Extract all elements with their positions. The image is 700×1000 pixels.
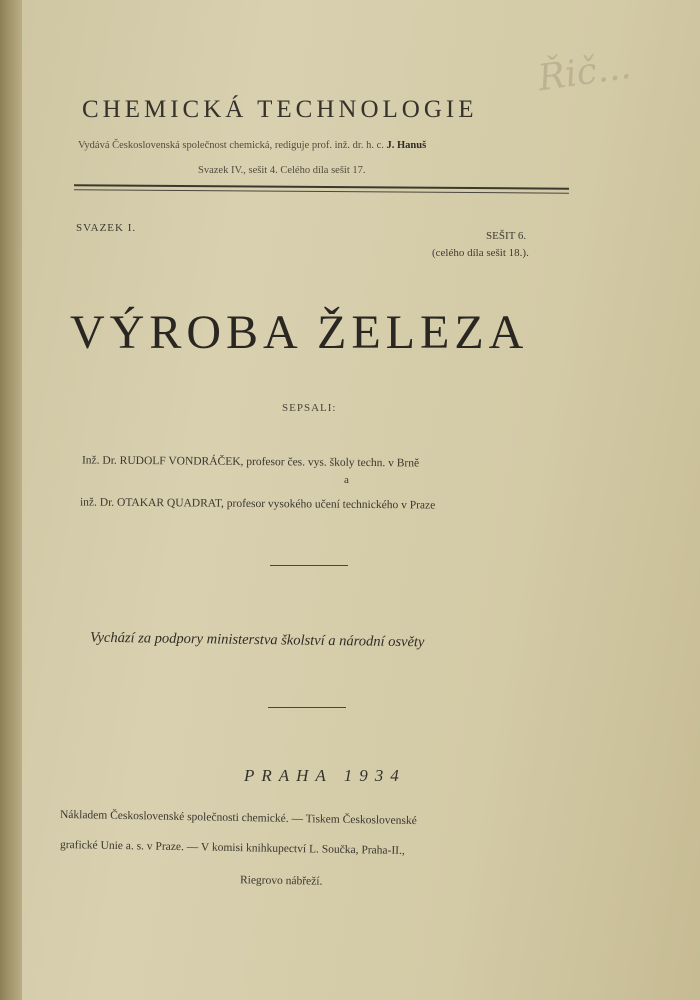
divider-rule-1 (270, 565, 348, 566)
book-title: VÝROBA ŽELEZA (70, 306, 529, 359)
imprint-line-1: Nákladem Československé společnosti chemické. — Tiskem Československé (59, 808, 417, 828)
authors-heading: SEPSALI: (282, 402, 337, 414)
volume-label: SVAZEK I. (76, 222, 137, 234)
series-volume-line: Svazek IV., sešit 4. Celého díla sešit 17. (198, 165, 366, 176)
imprint-line-3: Riegrovo nábřeží. (239, 874, 323, 888)
issue-label: SEŠIT 6. (486, 230, 527, 242)
imprint-line-2: grafické Unie a. s. v Praze. — V komisi knihkupectví L. Součka, Praha-II., (59, 838, 405, 858)
pencil-signature: Řič... (535, 45, 634, 100)
issue-total-label: (celého díla sešit 18.). (432, 247, 529, 259)
authors-conjunction: a (344, 474, 349, 486)
support-note: Vychází za podpory ministerstva školství a národní osvěty (89, 629, 425, 651)
divider-rule-2 (268, 707, 346, 708)
author-2: inž. Dr. OTAKAR QUADRAT, profesor vysokého učení technického v Praze (79, 496, 436, 512)
editor-name: J. Hanuš (386, 140, 427, 151)
publisher-prefix: Vydává Československá společnost chemická, rediguje prof. inž. dr. h. c. (78, 140, 384, 151)
series-title: CHEMICKÁ TECHNOLOGIE (82, 96, 478, 123)
publisher-line (78, 140, 426, 151)
author-1: Inž. Dr. RUDOLF VONDRÁČEK, profesor čes. vys. školy techn. v Brně (81, 454, 420, 470)
place-year: PRAHA 1934 (244, 766, 406, 785)
